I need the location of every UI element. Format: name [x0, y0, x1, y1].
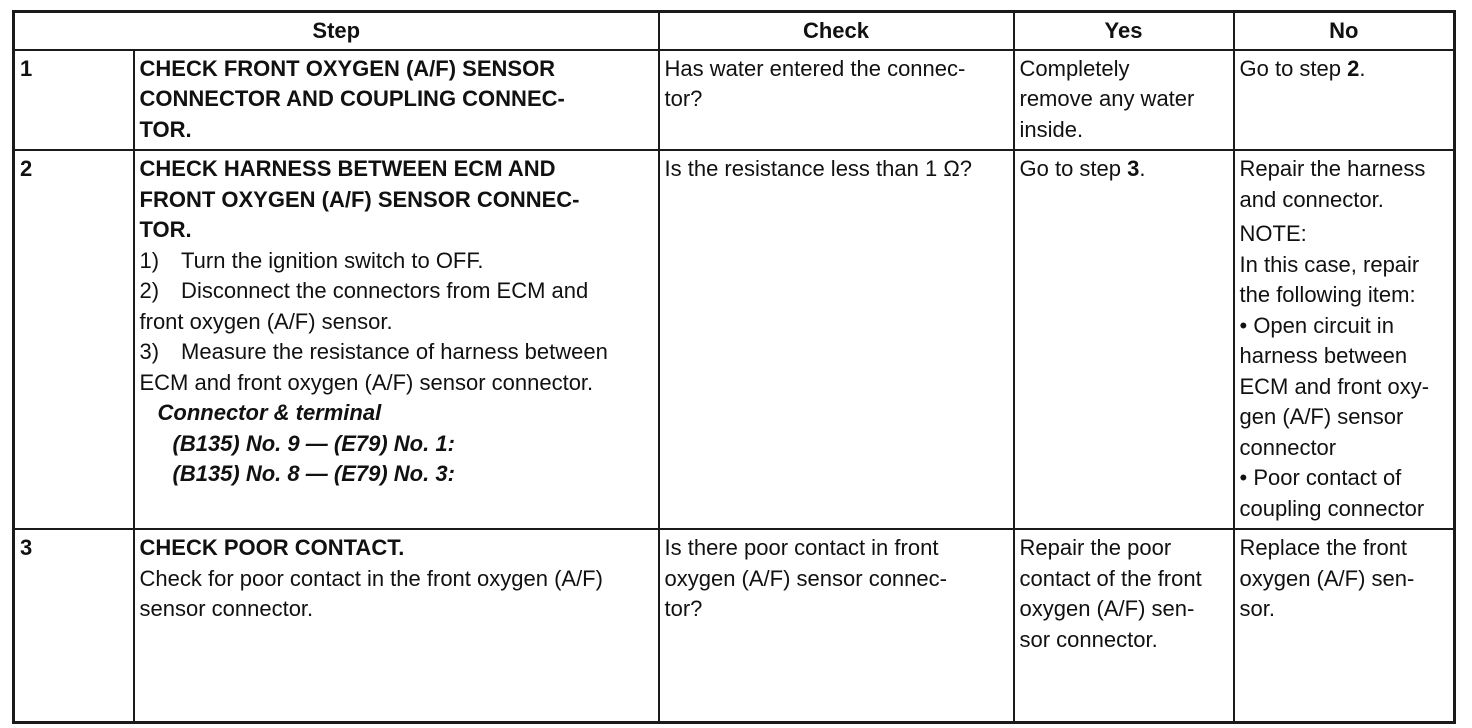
- procedure-line: 3) Measure the resistance of harness between: [139, 339, 608, 364]
- connector-terminal-line: (B135) No. 9 — (E79) No. 1:: [172, 430, 455, 456]
- diagnostic-procedure-table: [12, 10, 1456, 724]
- step-title-line: TOR.: [139, 116, 192, 142]
- yes-line: sor connector.: [1019, 626, 1158, 652]
- check-cell: [659, 150, 1014, 529]
- no-line: oxygen (A/F) sen-: [1239, 565, 1415, 591]
- table-row: [14, 50, 1455, 151]
- check-line: Is the resistance less than 1 Ω?: [664, 156, 972, 181]
- step-description: [134, 50, 659, 151]
- procedure-line: 1) Turn the ignition switch to OFF.: [139, 247, 484, 273]
- note-line: ECM and front oxy-: [1239, 373, 1430, 399]
- procedure-line: front oxygen (A/F) sensor.: [139, 308, 393, 334]
- check-line: Has water entered the connec-: [664, 55, 966, 81]
- no-line: Replace the front: [1239, 535, 1408, 560]
- step-reference: 2: [1347, 55, 1360, 81]
- yes-line: remove any water: [1019, 86, 1195, 111]
- header-yes: Yes: [1014, 12, 1234, 50]
- note-line: • Poor contact of: [1239, 465, 1402, 490]
- yes-cell: [1014, 529, 1234, 722]
- connector-terminal-line: (B135) No. 8 — (E79) No. 3:: [172, 461, 455, 486]
- step-title-line: FRONT OXYGEN (A/F) SENSOR CONNEC-: [139, 186, 580, 212]
- table-header-row: [14, 12, 1455, 50]
- yes-line: Repair the poor: [1019, 535, 1172, 560]
- check-line: tor?: [664, 86, 703, 111]
- note-label: NOTE:: [1239, 221, 1307, 246]
- step-title-line: CHECK HARNESS BETWEEN ECM AND: [139, 156, 556, 181]
- no-line: sor.: [1239, 596, 1275, 621]
- note-line: the following item:: [1239, 282, 1416, 307]
- check-line: Is there poor contact in front: [664, 535, 939, 560]
- step-title-line: CHECK POOR CONTACT.: [139, 535, 405, 560]
- step-title-line: CHECK FRONT OXYGEN (A/F) SENSOR: [139, 55, 556, 81]
- yes-line: contact of the front: [1019, 565, 1202, 591]
- yes-text: Go to step: [1019, 156, 1128, 181]
- note-line: coupling connector: [1239, 495, 1425, 521]
- note-line: In this case, repair: [1239, 251, 1420, 277]
- table-row: [14, 150, 1455, 529]
- no-text-suffix: .: [1359, 55, 1366, 81]
- step-description: [134, 529, 659, 722]
- step-number: 1: [14, 50, 134, 151]
- note-line: gen (A/F) sensor: [1239, 404, 1404, 429]
- step-description: [134, 150, 659, 529]
- header-step: Step: [14, 12, 659, 50]
- header-check: Check: [659, 12, 1014, 50]
- note-line: • Open circuit in: [1239, 312, 1394, 338]
- check-line: oxygen (A/F) sensor connec-: [664, 565, 947, 591]
- note-line: connector: [1239, 434, 1337, 460]
- check-cell: [659, 50, 1014, 151]
- step-reference: 3: [1127, 156, 1140, 181]
- procedure-line: sensor connector.: [139, 596, 314, 621]
- step-number: 3: [14, 529, 134, 722]
- no-cell: [1234, 529, 1455, 722]
- header-no: No: [1234, 12, 1455, 50]
- procedure-line: ECM and front oxygen (A/F) sensor connector.: [139, 369, 594, 395]
- check-line: tor?: [664, 596, 703, 621]
- connector-terminal-title: Connector & terminal: [157, 400, 382, 425]
- no-line: and connector.: [1239, 186, 1384, 212]
- yes-line: Completely: [1019, 55, 1130, 81]
- yes-line: oxygen (A/F) sen-: [1019, 596, 1195, 621]
- yes-cell: [1014, 50, 1234, 151]
- procedure-line: 2) Disconnect the connectors from ECM and: [139, 278, 589, 303]
- no-text: Go to step: [1239, 55, 1348, 81]
- note-line: harness between: [1239, 343, 1408, 368]
- check-cell: [659, 529, 1014, 722]
- no-line: Repair the harness: [1239, 156, 1426, 181]
- step-title-line: CONNECTOR AND COUPLING CONNEC-: [139, 86, 565, 111]
- yes-line: inside.: [1019, 116, 1084, 142]
- table-row: [14, 529, 1455, 722]
- yes-cell: [1014, 150, 1234, 529]
- no-cell: [1234, 150, 1455, 529]
- step-title-line: TOR.: [139, 217, 192, 242]
- procedure-line: Check for poor contact in the front oxygen (A/F): [139, 565, 603, 591]
- yes-text-suffix: .: [1139, 156, 1146, 181]
- step-number: 2: [14, 150, 134, 529]
- no-cell: [1234, 50, 1455, 151]
